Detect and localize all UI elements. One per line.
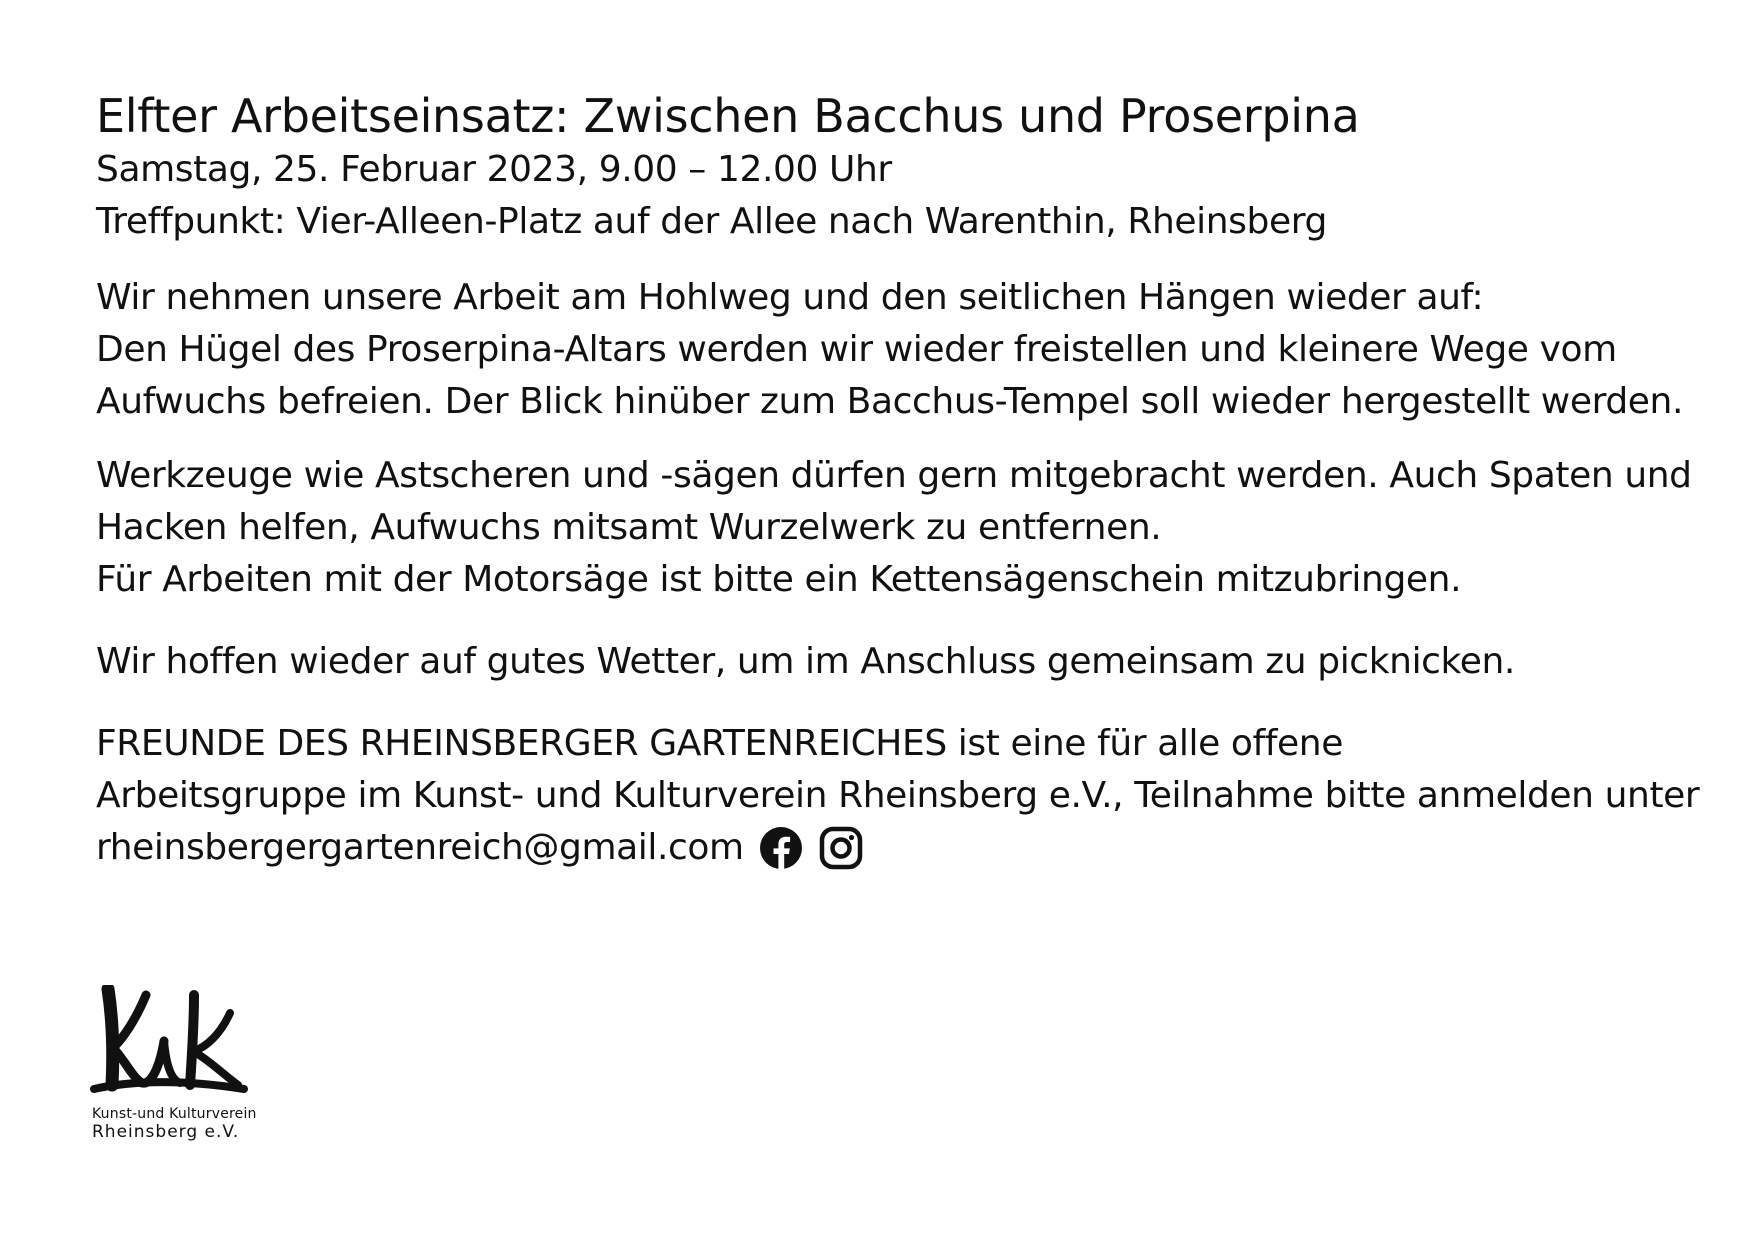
flyer-content	[96, 88, 1700, 874]
paragraph-work	[96, 272, 1686, 428]
paragraph-line: Werkzeuge wie Astscheren und -sägen dürfen gern mitgebracht werden. Auch Spaten und	[96, 455, 1692, 496]
paragraph-line: Wir nehmen unsere Arbeit am Hohlweg und den seitlichen Hängen wieder auf:	[96, 277, 1484, 318]
email-row	[96, 822, 1686, 874]
logo-text-line1: Kunst-und Kulturverein	[92, 1106, 257, 1122]
kuk-logo-mark	[90, 985, 250, 1105]
paragraph-line: Den Hügel des Proserpina-Altars werden wir wieder freistellen und kleinere Wege vom	[96, 329, 1617, 370]
paragraph-line: Aufwuchs befreien. Der Blick hinüber zum Bacchus-Tempel soll wieder hergestellt werden.	[96, 381, 1684, 422]
page-title: Elfter Arbeitseinsatz: Zwischen Bacchus und Proserpina	[96, 89, 1360, 143]
paragraph-line: Arbeitsgruppe im Kunst- und Kulturverein Rheinsberg e.V., Teilnahme bitte anmelden unter	[96, 775, 1700, 816]
paragraph-tools	[96, 450, 1692, 606]
facebook-icon[interactable]	[758, 825, 804, 871]
paragraph-group-info	[96, 718, 1700, 874]
instagram-icon[interactable]	[818, 825, 864, 871]
paragraph-line: Für Arbeiten mit der Motorsäge ist bitte ein Kettensägenschein mitzubringen.	[96, 559, 1462, 600]
paragraph-line: Wir hoffen wieder auf gutes Wetter, um im Anschluss gemeinsam zu picknicken.	[96, 641, 1515, 682]
paragraph-weather	[96, 636, 1686, 688]
meeting-point: Treffpunkt: Vier-Alleen-Platz auf der Allee nach Warenthin, Rheinsberg	[96, 201, 1327, 242]
event-date: Samstag, 25. Februar 2023, 9.00 – 12.00 Uhr	[96, 149, 892, 190]
paragraph-line: Hacken helfen, Aufwuchs mitsamt Wurzelwerk zu entfernen.	[96, 507, 1162, 548]
email-link[interactable]: rheinsbergergartenreich@gmail.com	[96, 827, 744, 868]
kuk-logo	[90, 985, 260, 1155]
paragraph-line: FREUNDE DES RHEINSBERGER GARTENREICHES ist eine für alle offene	[96, 723, 1343, 764]
logo-text-line2: Rheinsberg e.V.	[92, 1122, 240, 1142]
